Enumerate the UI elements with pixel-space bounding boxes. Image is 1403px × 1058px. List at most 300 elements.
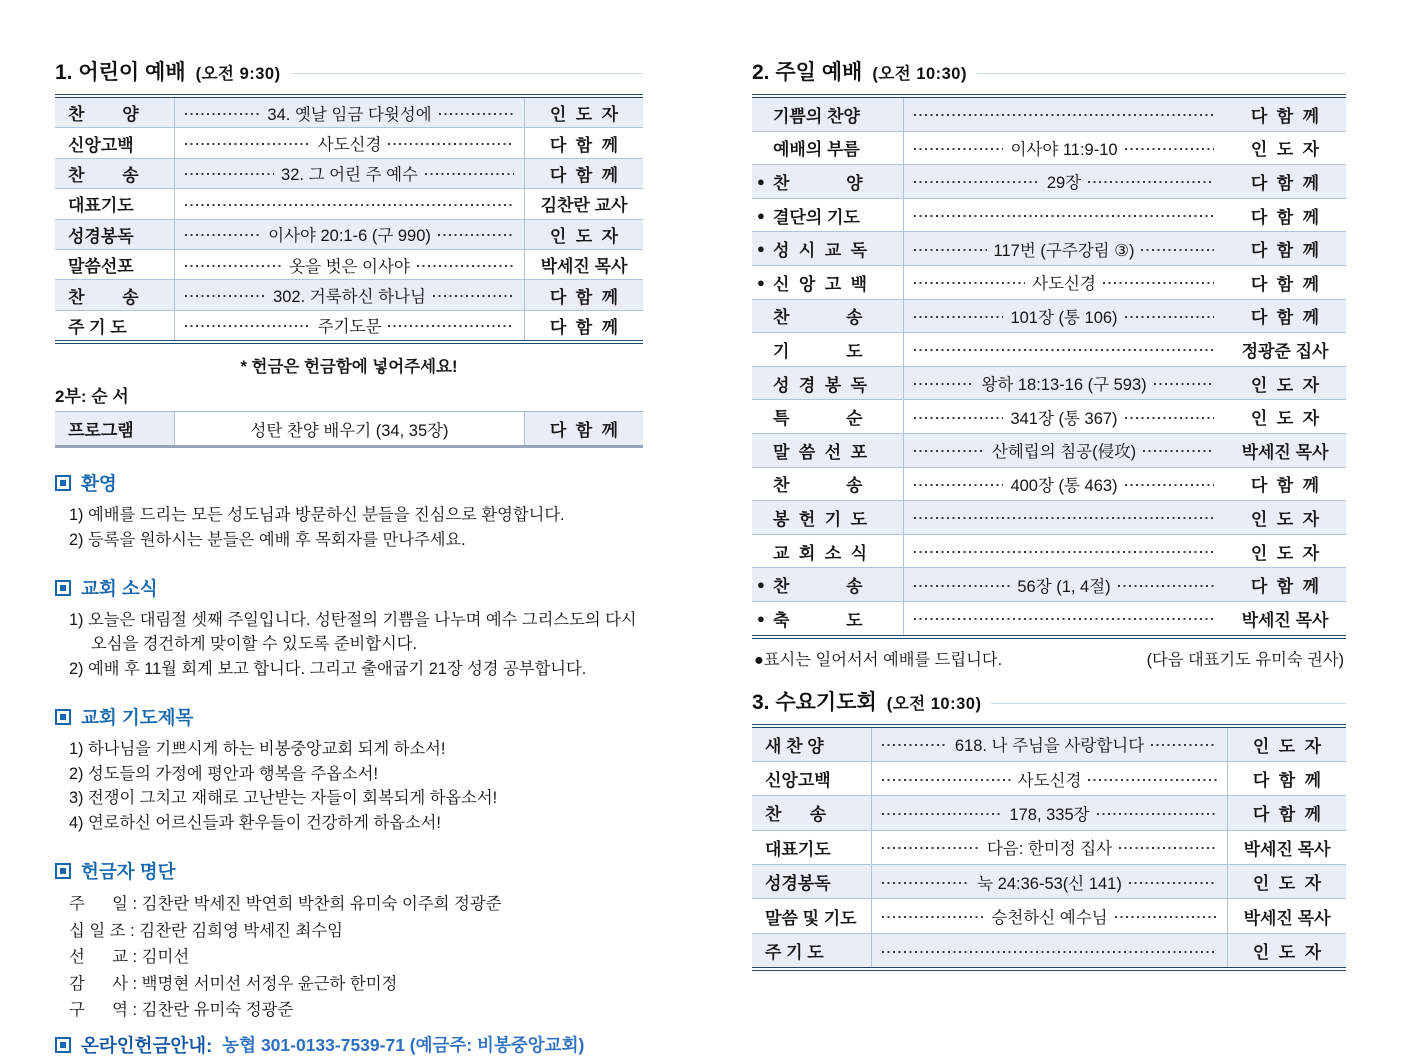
- row-content: 사도신경: [1017, 771, 1082, 790]
- row-by-cell: [524, 412, 643, 445]
- row-content: 178, 335장: [1009, 805, 1090, 824]
- table-row: [752, 266, 1346, 300]
- row-label-cell: [752, 535, 904, 568]
- table-row: [752, 468, 1346, 502]
- section-square-icon: [55, 580, 71, 596]
- donor-names: 김찬란 유미숙 정광준: [141, 1001, 294, 1020]
- leader-dots: [1151, 744, 1217, 746]
- leader-dots: [425, 173, 514, 175]
- row-label-cell: [752, 762, 872, 795]
- leader-dots: [388, 325, 514, 327]
- table-row: [752, 232, 1346, 266]
- table-row: [752, 199, 1346, 233]
- row-by-cell: [1224, 232, 1346, 265]
- table-row: [752, 899, 1346, 933]
- leader-dots: [1118, 585, 1214, 587]
- leader-dots: [1115, 916, 1217, 918]
- row-content-cell: [904, 232, 1224, 265]
- section-item: 1) 예배를 드리는 모든 성도님과 방문하신 분들을 진심으로 환영합니다.: [69, 506, 565, 525]
- row-label-cell: [752, 728, 872, 761]
- row-by: 인 도 자: [1250, 409, 1320, 429]
- row-by-cell: [524, 189, 643, 218]
- row-by-cell: [1227, 899, 1346, 932]
- row-label: 성 시 교 독: [773, 241, 868, 261]
- table-row: [752, 400, 1346, 434]
- row-by-cell: [524, 159, 643, 188]
- row-label-cell: [752, 602, 904, 635]
- row-content-cell: [175, 412, 524, 445]
- section3-title: [752, 686, 1346, 716]
- row-content-cell: [904, 165, 1224, 198]
- row-content-cell: [872, 831, 1227, 864]
- row-by-cell: [1224, 266, 1346, 299]
- donors-header: [55, 858, 643, 884]
- row-content-cell: [872, 934, 1227, 967]
- row-label-cell: [752, 468, 904, 501]
- row-label: 신 앙 고 백: [773, 274, 868, 294]
- table-row: [752, 501, 1346, 535]
- row-content: 사도신경: [317, 136, 382, 155]
- row-by: 다 함 께: [1250, 106, 1320, 126]
- leader-dots: [1119, 847, 1217, 849]
- row-label: 성 경 봉 독: [773, 375, 868, 395]
- row-content-cell: [872, 865, 1227, 898]
- row-content-cell: [904, 501, 1224, 534]
- table-row: [752, 865, 1346, 899]
- row-by-cell: [524, 311, 643, 340]
- table-row: [752, 602, 1346, 635]
- leader-dots: [1143, 450, 1214, 452]
- section-square-icon: [55, 475, 71, 491]
- table-row: [55, 98, 643, 128]
- donor-category: 구 역 :: [69, 997, 142, 1024]
- row-content: 눅 24:36-53(신 141): [977, 874, 1122, 893]
- section-header: [55, 704, 643, 730]
- row-label-cell: [752, 831, 872, 864]
- row-by-cell: [1227, 865, 1346, 898]
- table-row: [752, 333, 1346, 367]
- table-row: [752, 367, 1346, 401]
- row-label: 찬 송: [68, 165, 139, 185]
- row-by-cell: [524, 280, 643, 309]
- leader-dots: [882, 882, 970, 884]
- leader-dots: [914, 316, 1003, 318]
- leader-dots: [914, 249, 987, 251]
- donor-names: 김찬란 김희영 박세진 최수임: [139, 921, 343, 940]
- row-label-cell: [55, 280, 175, 309]
- row-by: 다 함 께: [1250, 173, 1320, 193]
- row-content: 29장: [1046, 174, 1082, 193]
- row-content-cell: [904, 132, 1224, 165]
- row-by: 다 함 께: [1252, 771, 1322, 791]
- row-label: 찬 송: [765, 805, 827, 825]
- row-content-cell: [175, 159, 524, 188]
- row-by: 인 도 자: [1250, 509, 1320, 529]
- row-content-cell: [175, 250, 524, 279]
- leader-dots: [914, 417, 1003, 419]
- donor-category: 주 일 :: [69, 891, 142, 918]
- announcement-section: [55, 470, 643, 553]
- row-by-cell: [1224, 535, 1346, 568]
- donor-category: 감 사 :: [69, 971, 142, 998]
- row-by-cell: [1224, 468, 1346, 501]
- leader-dots: [1097, 813, 1217, 815]
- leader-dots: [914, 484, 1003, 486]
- row-label: 신앙고백: [68, 135, 134, 155]
- title-rule: [977, 73, 1346, 74]
- leader-dots: [914, 517, 1214, 519]
- leader-dots: [438, 234, 514, 236]
- section3-title-text: 3. 수요기도회: [752, 690, 877, 714]
- row-label-cell: [752, 165, 904, 198]
- section-header: [55, 575, 643, 601]
- standing-bullet-icon: ●: [757, 610, 765, 626]
- wednesday-prayer-table: [752, 724, 1346, 972]
- section-item: 4) 연로하신 어르신들과 환우들이 건강하게 하옵소서!: [69, 814, 441, 833]
- section1-title-text: 1. 어린이 예배: [55, 61, 186, 84]
- table-row: [752, 165, 1346, 199]
- section1-time: (오전 9:30): [195, 65, 281, 83]
- row-label: 성경봉독: [68, 226, 134, 246]
- row-content: 32. 그 어린 주 예수: [281, 166, 418, 185]
- row-label: 특 순: [773, 409, 863, 429]
- section-title: 교회 기도제목: [81, 706, 194, 728]
- leader-dots: [185, 173, 274, 175]
- table-row: [752, 98, 1346, 132]
- leader-dots: [914, 450, 985, 452]
- section-item: 2) 등록을 원하시는 분들은 예배 후 목회자를 만나주세요.: [69, 530, 466, 549]
- row-label: 주 기 도: [68, 317, 127, 337]
- leader-dots: [1129, 882, 1217, 884]
- leader-dots: [1088, 181, 1214, 183]
- row-content-cell: [904, 400, 1224, 433]
- table-row: [55, 412, 643, 445]
- row-content-cell: [175, 280, 524, 309]
- row-content: 사도신경: [1032, 275, 1096, 294]
- row-label: 찬 송: [773, 476, 863, 496]
- row-label-cell: [55, 311, 175, 340]
- row-content: 101장 (통 106): [1010, 308, 1118, 327]
- row-label-cell: [752, 899, 872, 932]
- row-content: 400장 (통 463): [1010, 476, 1118, 495]
- row-by: 다 함 께: [1250, 476, 1320, 496]
- row-by-cell: [1224, 199, 1346, 232]
- row-by-cell: [1227, 728, 1346, 761]
- leader-dots: [433, 295, 514, 297]
- row-label: 찬 송: [773, 577, 863, 597]
- row-by: 인 도 자: [1252, 874, 1322, 894]
- row-by-cell: [1224, 367, 1346, 400]
- row-label: 말 씀 선 포: [773, 442, 868, 462]
- section-item: 2) 성도들의 가정에 평안과 행복을 주옵소서!: [69, 764, 378, 783]
- section-item: 1) 하나님을 기쁘시게 하는 비봉중앙교회 되게 하소서!: [69, 739, 446, 758]
- row-by-cell: [1227, 831, 1346, 864]
- donors-section: [55, 858, 643, 1024]
- row-by-cell: [1224, 568, 1346, 601]
- table-row: [752, 934, 1346, 967]
- standing-footnote: [752, 646, 1346, 670]
- row-label: 기쁨의 찬양: [773, 106, 860, 126]
- table-row: [55, 280, 643, 310]
- section-title: 교회 소식: [81, 577, 158, 599]
- row-by: 다 함 께: [1250, 577, 1320, 597]
- leader-dots: [914, 282, 1025, 284]
- standing-bullet-icon: ●: [757, 274, 765, 290]
- row-label-cell: [752, 199, 904, 232]
- row-label-cell: [55, 250, 175, 279]
- leader-dots: [185, 204, 514, 206]
- section1-title: [55, 56, 643, 86]
- leader-dots: [439, 113, 514, 115]
- row-by: 다 함 께: [1250, 207, 1320, 227]
- row-label: 대표기도: [765, 839, 831, 859]
- standing-bullet-icon: ●: [757, 173, 765, 189]
- row-content-cell: [872, 899, 1227, 932]
- table-row: [752, 831, 1346, 865]
- donor-entry: [55, 971, 643, 998]
- row-content: 산헤립의 침공(侵攻): [991, 443, 1137, 462]
- row-label: 찬 양: [68, 105, 139, 125]
- standing-bullet-icon: ●: [757, 207, 765, 223]
- section3-wrap: [752, 686, 1346, 972]
- row-content: 302. 거룩하신 하나님: [273, 288, 426, 307]
- row-label: 새 찬 양: [765, 736, 824, 756]
- leader-dots: [185, 325, 311, 327]
- row-by-cell: [524, 128, 643, 157]
- donors-title: 헌금자 명단: [81, 861, 176, 883]
- row-by-cell: [1227, 762, 1346, 795]
- leader-dots: [1141, 249, 1214, 251]
- row-by: 다 함 께: [1252, 805, 1322, 825]
- row-label: 교 회 소 식: [773, 543, 868, 563]
- leader-dots: [914, 148, 1003, 150]
- leader-dots: [1103, 282, 1214, 284]
- leader-dots: [1125, 316, 1214, 318]
- leader-dots: [914, 551, 1214, 553]
- section-square-icon: [55, 863, 71, 879]
- table-row: [752, 132, 1346, 166]
- leader-dots: [914, 585, 1010, 587]
- row-by: 인 도 자: [549, 226, 619, 246]
- section2-title: [752, 56, 1346, 86]
- footnote-left: ●표시는 일어서서 예배를 드립니다.: [754, 650, 1003, 669]
- row-by: 인 도 자: [1250, 140, 1320, 160]
- table-row: [752, 300, 1346, 334]
- row-by: 다 함 께: [549, 317, 619, 337]
- row-by: 다 함 께: [549, 165, 619, 185]
- row-label: 주 기 도: [765, 943, 824, 963]
- leader-dots: [1088, 779, 1217, 781]
- row-content-cell: [904, 300, 1224, 333]
- footnote-right: (다음 대표기도 유미숙 권사): [1146, 650, 1344, 669]
- row-by-cell: [524, 98, 643, 127]
- row-by: 인 도 자: [1252, 736, 1322, 756]
- row-content: 승천하신 예수님: [991, 909, 1108, 928]
- donor-names: 김찬란 박세진 박연희 박찬희 유미숙 이주희 정광준: [141, 895, 502, 914]
- row-content-cell: [904, 468, 1224, 501]
- sunday-worship-table: [752, 94, 1346, 639]
- leader-dots: [1125, 484, 1214, 486]
- section-item: 1) 오늘은 대림절 셋째 주일입니다. 성탄절의 기쁨을 나누며 예수 그리스도의 다시 오심을 경건하게 맞이할 수 있도록 준비합시다.: [69, 610, 637, 654]
- row-content-cell: [872, 762, 1227, 795]
- row-by: 다 함 께: [549, 287, 619, 307]
- online-giving-account: 농협 301-0133-7539-71 (예금주: 비봉중앙교회): [222, 1035, 585, 1056]
- row-label-cell: [752, 367, 904, 400]
- donor-category: 십 일 조 :: [69, 918, 139, 945]
- row-by-cell: [1224, 602, 1346, 635]
- table-row: [55, 250, 643, 280]
- right-column: [752, 56, 1346, 971]
- table-row: [752, 434, 1346, 468]
- donor-entry: [55, 918, 643, 945]
- row-label: 기 도: [773, 341, 863, 361]
- row-content-cell: [904, 602, 1224, 635]
- row-by-cell: [1227, 934, 1346, 967]
- table-row: [55, 159, 643, 189]
- section-header: [55, 470, 643, 496]
- leader-dots: [882, 847, 980, 849]
- row-content-cell: [175, 98, 524, 127]
- row-label-cell: [752, 434, 904, 467]
- leader-dots: [185, 265, 282, 267]
- row-label: 찬 송: [68, 287, 139, 307]
- row-content-cell: [175, 311, 524, 340]
- left-column: [55, 56, 643, 1058]
- children-worship-table: [55, 94, 643, 344]
- row-label-cell: [752, 865, 872, 898]
- row-by-cell: [1227, 796, 1346, 829]
- table-row: [55, 189, 643, 219]
- row-label-cell: [752, 232, 904, 265]
- row-label-cell: [55, 412, 175, 445]
- row-label-cell: [752, 400, 904, 433]
- row-label-cell: [752, 568, 904, 601]
- row-by-cell: [1224, 333, 1346, 366]
- row-label-cell: [55, 128, 175, 157]
- row-by: 인 도 자: [1250, 543, 1320, 563]
- row-by-cell: [1224, 132, 1346, 165]
- row-label: 결단의 기도: [773, 207, 860, 227]
- leader-dots: [1125, 148, 1214, 150]
- row-by-cell: [1224, 400, 1346, 433]
- row-label-cell: [55, 98, 175, 127]
- leader-dots: [882, 779, 1011, 781]
- row-content-cell: [904, 434, 1224, 467]
- donor-names: 김미선: [141, 948, 190, 967]
- row-content: 왕하 18:13-16 (구 593): [981, 376, 1147, 395]
- offering-note: * 헌금은 헌금함에 넣어주세요!: [240, 358, 458, 377]
- donor-entry: [55, 944, 643, 971]
- donor-list: [55, 891, 643, 1024]
- row-label-cell: [752, 934, 872, 967]
- row-by: 정광준 집사: [1241, 341, 1329, 361]
- online-giving-line: [55, 1032, 643, 1058]
- section2-title-text: 2. 주일 예배: [752, 61, 863, 84]
- part2-label: 2부: 순 서: [55, 387, 129, 407]
- row-by-cell: [1224, 98, 1346, 131]
- part2-program-table: [55, 411, 643, 448]
- leader-dots: [185, 234, 261, 236]
- row-content-cell: [175, 128, 524, 157]
- row-by: 박세진 목사: [540, 257, 628, 277]
- table-row: [752, 796, 1346, 830]
- row-content: 34. 옛날 임금 다윗성에: [267, 105, 432, 124]
- row-content: 618. 나 주님을 사랑합니다: [954, 737, 1145, 756]
- row-label: 봉 헌 기 도: [773, 509, 868, 529]
- table-row: [752, 568, 1346, 602]
- row-label: 예배의 부름: [773, 140, 860, 160]
- leader-dots: [882, 813, 1002, 815]
- row-by-cell: [1224, 300, 1346, 333]
- row-content-cell: [904, 568, 1224, 601]
- leader-dots: [914, 114, 1214, 116]
- row-label: 신앙고백: [765, 771, 831, 791]
- row-label-cell: [752, 796, 872, 829]
- row-label-cell: [55, 189, 175, 218]
- table-row: [55, 220, 643, 250]
- leader-dots: [882, 916, 984, 918]
- leader-dots: [882, 951, 1217, 953]
- title-rule: [991, 703, 1346, 704]
- row-label: 찬 양: [773, 173, 863, 193]
- section-square-icon: [55, 709, 71, 725]
- section-item: 2) 예배 후 11월 회계 보고 합니다. 그리고 출애굽기 21장 성경 공부합니다.: [69, 660, 587, 679]
- section-title: 환영: [81, 473, 117, 495]
- row-by: 박세진 목사: [1243, 839, 1331, 859]
- row-by: 다 함 께: [1250, 274, 1320, 294]
- row-by: 인 도 자: [1250, 375, 1320, 395]
- row-label-cell: [752, 98, 904, 131]
- row-label-cell: [55, 159, 175, 188]
- donor-names: 백명현 서미선 서정우 윤근하 한미정: [141, 974, 398, 993]
- online-giving-label: 온라인헌금안내:: [81, 1034, 213, 1056]
- row-by-cell: [1224, 434, 1346, 467]
- row-content: 성탄 찬양 배우기 (34, 35장): [250, 421, 449, 440]
- leader-dots: [914, 181, 1040, 183]
- standing-bullet-icon: ●: [757, 577, 765, 593]
- row-content-cell: [904, 266, 1224, 299]
- announcement-section: [55, 575, 643, 682]
- row-by: 김찬란 교사: [540, 196, 628, 216]
- announcement-section: [55, 704, 643, 836]
- row-content-cell: [904, 333, 1224, 366]
- row-content-cell: [175, 189, 524, 218]
- row-by: 다 함 께: [1250, 308, 1320, 328]
- donor-entry: [55, 997, 643, 1024]
- row-content: 이사야 20:1-6 (구 990): [268, 227, 431, 246]
- donor-entry: [55, 891, 643, 918]
- leader-dots: [914, 618, 1214, 620]
- row-by: 다 함 께: [549, 135, 619, 155]
- table-row: [55, 128, 643, 158]
- section-item: 3) 전쟁이 그치고 재해로 고난받는 자들이 회복되게 하옵소서!: [69, 789, 498, 808]
- row-by-cell: [524, 220, 643, 249]
- row-by: 박세진 목사: [1241, 442, 1329, 462]
- row-label-cell: [752, 501, 904, 534]
- row-content: 다음: 한미정 집사: [986, 840, 1113, 859]
- row-by-cell: [524, 250, 643, 279]
- row-by: 박세진 목사: [1243, 908, 1331, 928]
- row-label-cell: [55, 220, 175, 249]
- row-label: 말씀 및 기도: [765, 908, 857, 928]
- row-label: 축 도: [773, 610, 863, 630]
- row-label: 말씀선포: [68, 257, 134, 277]
- leader-dots: [185, 113, 260, 115]
- section3-time: (오전 10:30): [886, 694, 982, 713]
- row-by: 인 도 자: [549, 105, 619, 125]
- row-by-cell: [1224, 165, 1346, 198]
- row-content: 옷을 벗은 이사야: [289, 257, 410, 276]
